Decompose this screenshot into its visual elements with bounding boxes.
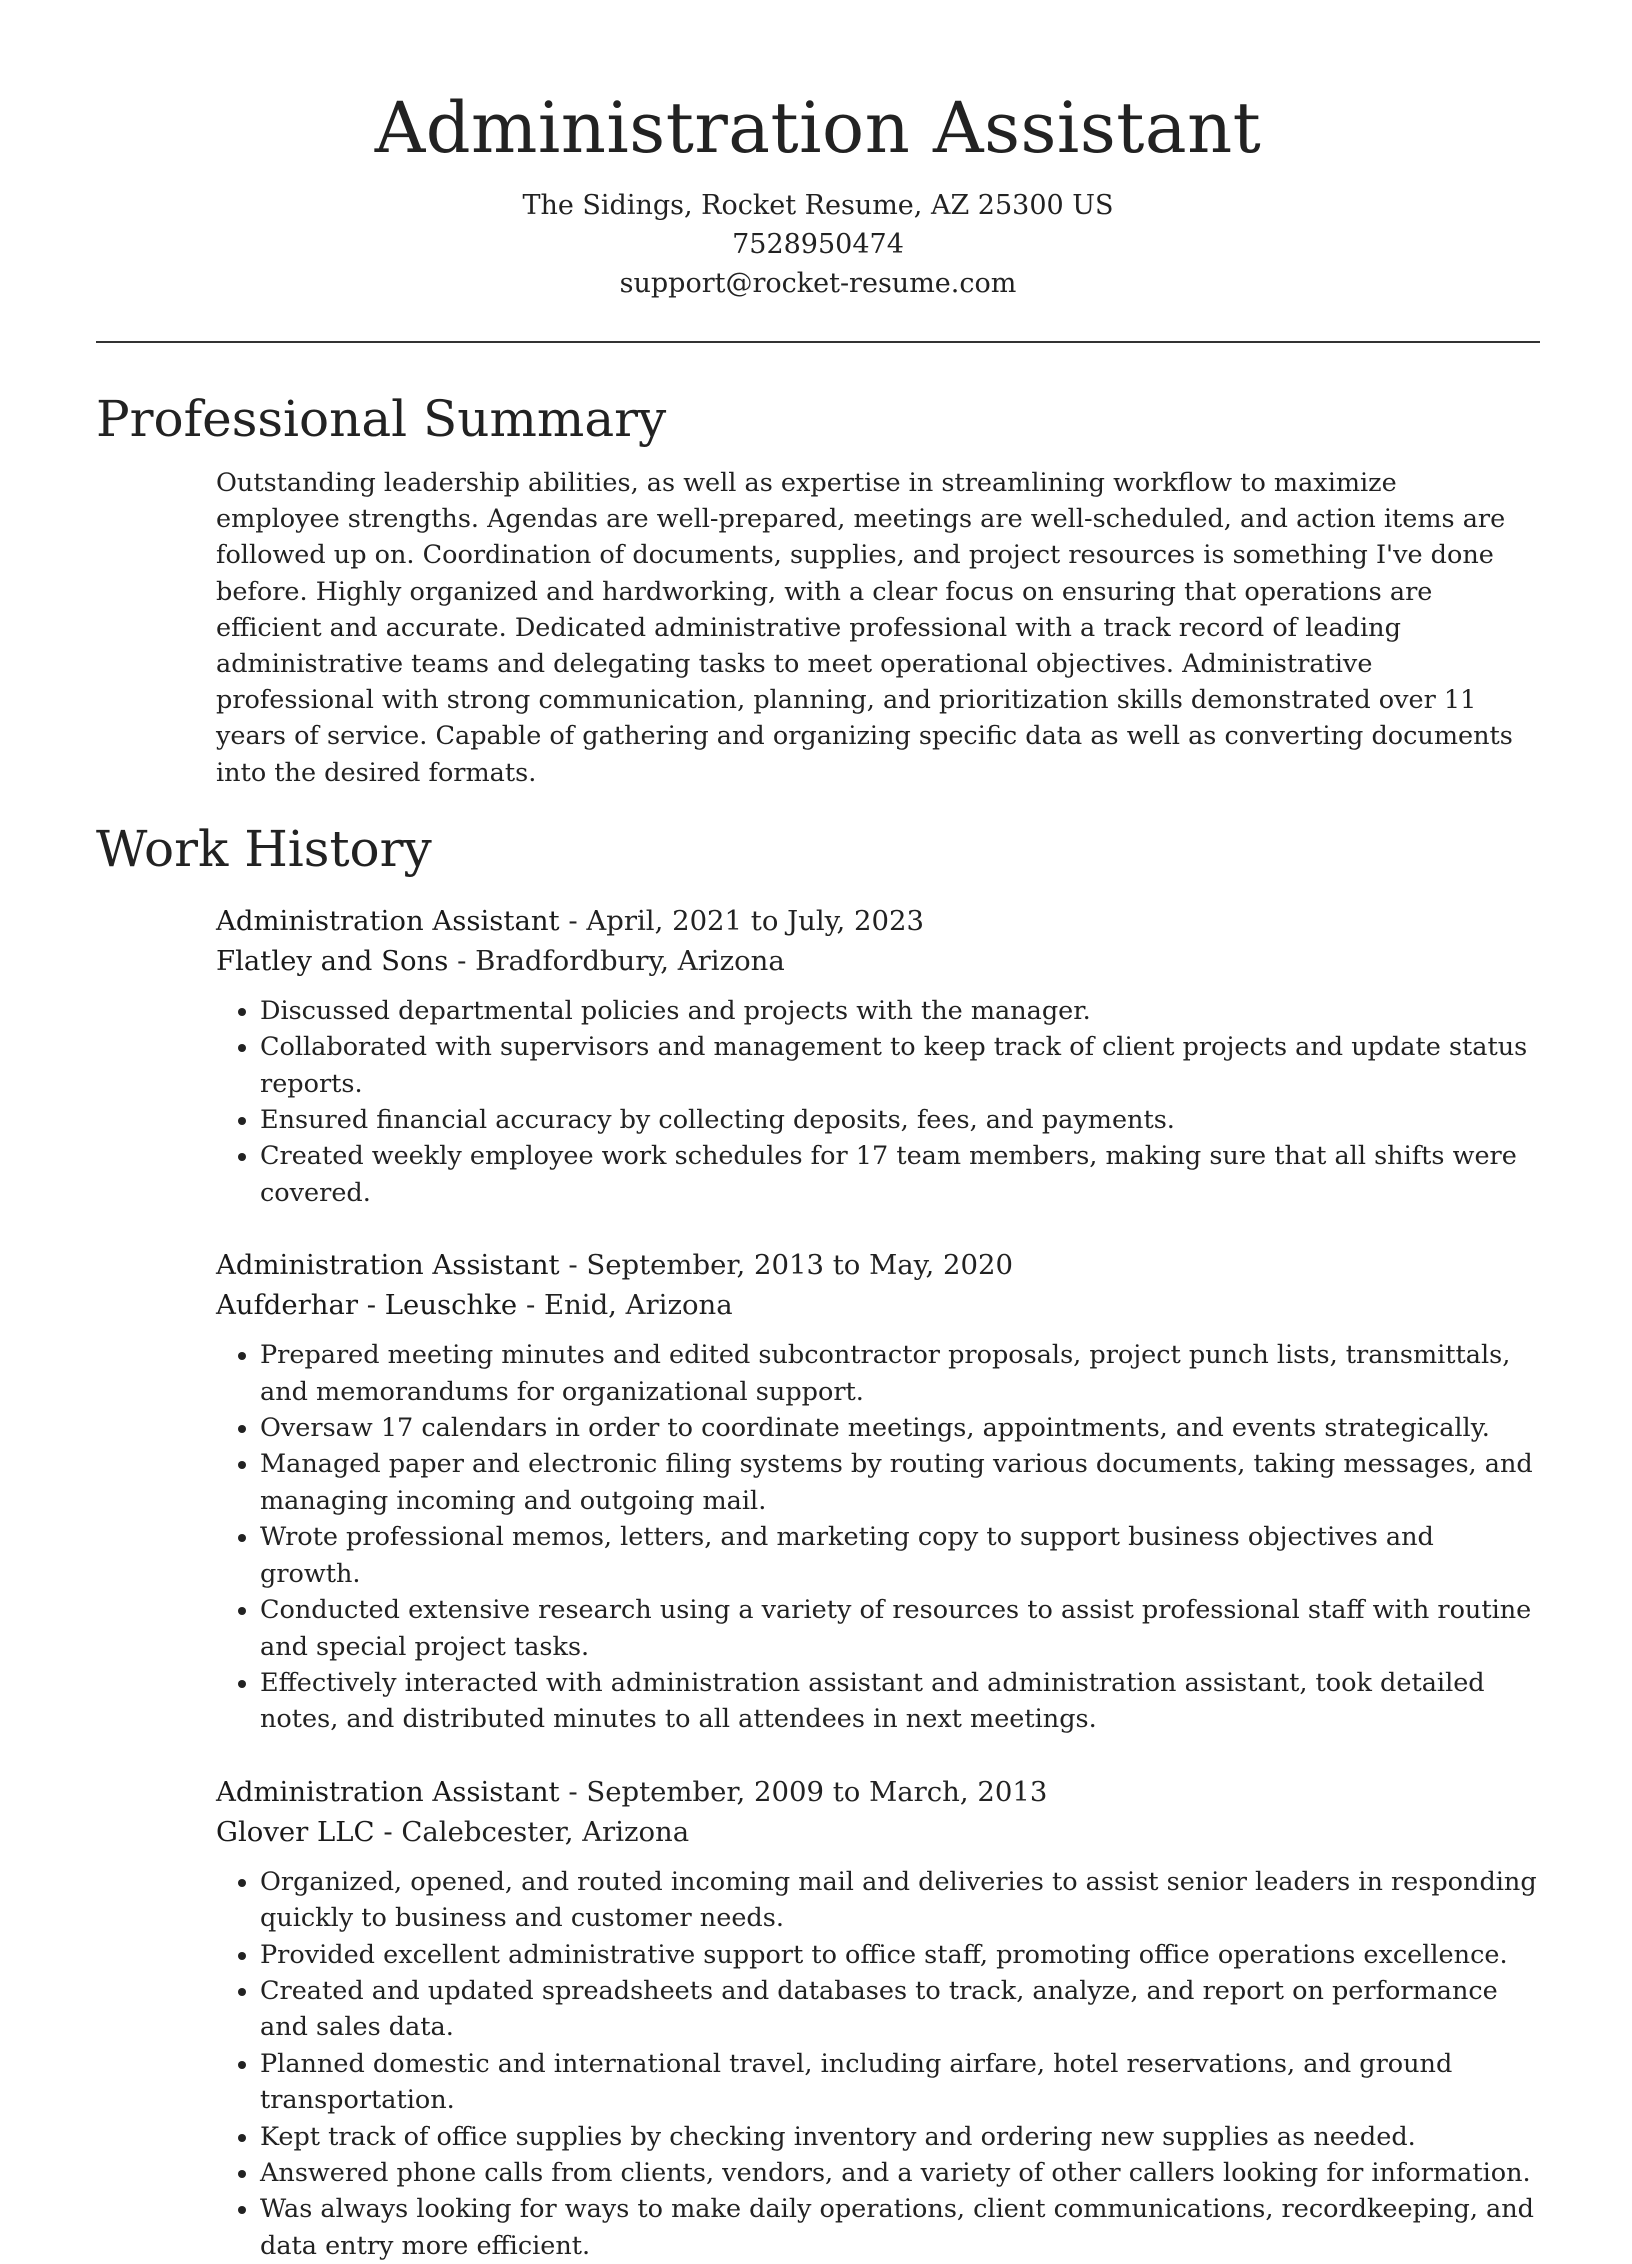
job-bullet: • Collaborated with supervisors and management to keep track of client projects and update status reports. bbox=[260, 1029, 1540, 1102]
job-bullet: • Created weekly employee work schedules for 17 team members, making sure that all shifts were covered. bbox=[260, 1138, 1540, 1211]
job-dates: - September, 2009 to March, 2013 bbox=[559, 1775, 1048, 1808]
job-bullet: • Wrote professional memos, letters, and marketing copy to support business objectives and growth. bbox=[260, 1519, 1540, 1592]
summary-heading: Professional Summary bbox=[96, 390, 667, 448]
job-bullet: • Conducted extensive research using a variety of resources to assist professional staff with routine and special project tasks. bbox=[260, 1592, 1540, 1665]
job-title-line bbox=[216, 1245, 1540, 1285]
contact-address: The Sidings, Rocket Resume, AZ 25300 US bbox=[522, 190, 1114, 221]
summary-text: Outstanding leadership abilities, as well as expertise in streamlining workflow to maximize employee strengths. Agendas are well-prepared, meetings are well-scheduled, and action items are followed up on. Coordination of documents, supplies, and project resources is something I've done before. Highly organized and hardworking, with a clear focus on ensuring that operations are efficient and accurate. Dedicated administrative professional with a track record of leading administrative teams and delegating tasks to meet operational objectives. Administrative professional with strong communication, planning, and prioritization skills demonstrated over 11 years of service. Capable of gathering and organizing specific data as well as converting documents into the desired formats. bbox=[216, 468, 1513, 788]
job-bullet: • Kept track of office supplies by checking inventory and ordering new supplies as needed. bbox=[260, 2119, 1540, 2155]
job-bullets bbox=[216, 1337, 1540, 1737]
resume-header bbox=[96, 0, 1540, 303]
job-company-line bbox=[216, 1812, 1540, 1852]
job-company: Flatley and Sons bbox=[216, 944, 449, 977]
job-location: - Bradfordbury, Arizona bbox=[448, 944, 785, 977]
job-bullet: • Prepared meeting minutes and edited subcontractor proposals, project punch lists, transmittals, and memorandums for organizational support. bbox=[260, 1337, 1540, 1410]
header-divider bbox=[96, 341, 1540, 343]
contact-phone: 7528950474 bbox=[732, 229, 904, 260]
candidate-name: Administration Assistant bbox=[374, 87, 1262, 169]
contact-info bbox=[96, 186, 1540, 303]
job-entry bbox=[216, 901, 1540, 1211]
job-bullet: • Planned domestic and international travel, including airfare, hotel reservations, and ground transportation. bbox=[260, 2046, 1540, 2119]
job-bullet: • Answered phone calls from clients, vendors, and a variety of other callers looking for information. bbox=[260, 2155, 1540, 2191]
job-bullet: • Discussed departmental policies and projects with the manager. bbox=[260, 993, 1540, 1029]
job-dates: - April, 2021 to July, 2023 bbox=[559, 904, 925, 937]
job-bullets bbox=[216, 1864, 1540, 2264]
job-title-line bbox=[216, 901, 1540, 941]
job-bullet: • Ensured financial accuracy by collecting deposits, fees, and payments. bbox=[260, 1102, 1540, 1138]
resume-page bbox=[96, 0, 1540, 2264]
job-company: Glover LLC bbox=[216, 1815, 375, 1848]
job-bullets bbox=[216, 993, 1540, 1211]
job-location: - Enid, Arizona bbox=[517, 1289, 733, 1322]
job-company: Aufderhar - Leuschke bbox=[216, 1289, 518, 1322]
job-bullet: • Oversaw 17 calendars in order to coordinate meetings, appointments, and events strategically. bbox=[260, 1410, 1540, 1446]
job-bullet: • Organized, opened, and routed incoming mail and deliveries to assist senior leaders in responding quickly to business and customer needs. bbox=[260, 1864, 1540, 1937]
job-bullet: • Effectively interacted with administration assistant and administration assistant, took detailed notes, and distributed minutes to all attendees in next meetings. bbox=[260, 1665, 1540, 1738]
job-dates: - September, 2013 to May, 2020 bbox=[559, 1249, 1013, 1282]
job-bullet: • Created and updated spreadsheets and databases to track, analyze, and report on performance and sales data. bbox=[260, 1973, 1540, 2046]
job-bullet: • Was always looking for ways to make daily operations, client communications, recordkeeping, and data entry more efficient. bbox=[260, 2191, 1540, 2264]
job-entry bbox=[216, 1772, 1540, 2264]
job-role: Administration Assistant bbox=[216, 1249, 560, 1282]
job-role: Administration Assistant bbox=[216, 904, 560, 937]
job-bullet: • Provided excellent administrative support to office staff, promoting office operations excellence. bbox=[260, 1937, 1540, 1973]
work-history-heading: Work History bbox=[96, 819, 432, 878]
job-company-line bbox=[216, 941, 1540, 981]
contact-email: support@rocket-resume.com bbox=[619, 268, 1017, 299]
job-location: - Calebcester, Arizona bbox=[374, 1815, 690, 1848]
job-title-line bbox=[216, 1772, 1540, 1812]
job-bullet: • Managed paper and electronic filing systems by routing various documents, taking messages, and managing incoming and outgoing mail. bbox=[260, 1446, 1540, 1519]
job-company-line bbox=[216, 1285, 1540, 1325]
job-role: Administration Assistant bbox=[216, 1775, 560, 1808]
job-entry bbox=[216, 1245, 1540, 1737]
